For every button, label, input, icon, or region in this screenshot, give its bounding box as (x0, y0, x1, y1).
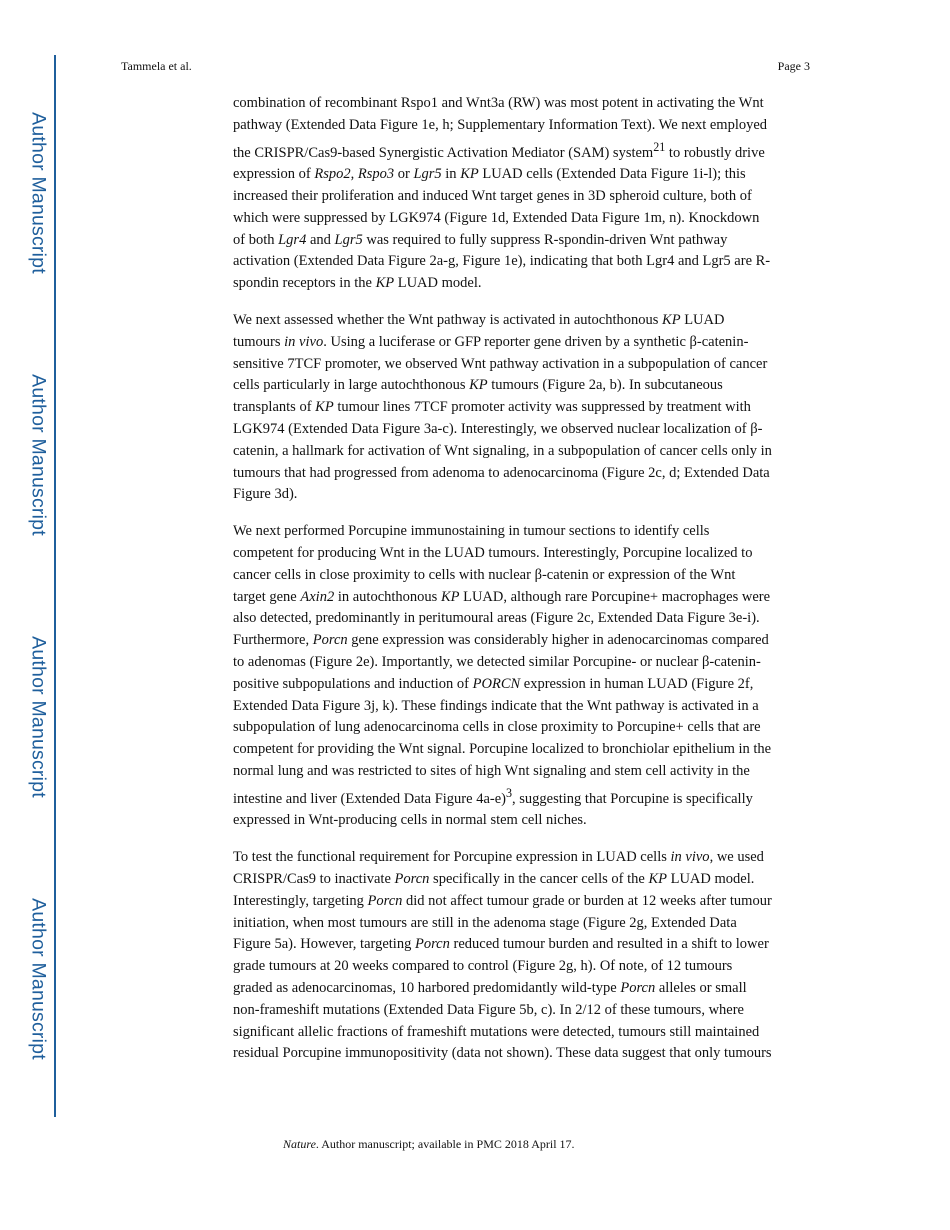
paragraph (233, 521, 813, 832)
margin-rule (54, 55, 56, 1117)
text-line: initiation, when most tumours are still in the adenoma stage (Figure 2g, Extended Data (233, 914, 737, 931)
text-line: Figure 3d). (233, 486, 298, 503)
footer-journal-name: Nature (283, 1137, 316, 1151)
text-line: To test the functional requirement for Porcupine expression in LUAD cells in vivo, we used (233, 849, 764, 866)
paragraph (233, 310, 813, 506)
footer-availability-note: . Author manuscript; available in PMC 2018 April 17. (315, 1137, 575, 1151)
running-head-page-number: Page 3 (777, 59, 810, 73)
text-line: expressed in Wnt-producing cells in normal stem cell niches. (233, 812, 587, 829)
text-line: positive subpopulations and induction of PORCN expression in human LUAD (Figure 2f, (233, 675, 754, 692)
text-line: competent for providing the Wnt signal. Porcupine localized to bronchiolar epithelium in the (233, 741, 772, 758)
text-line: non-frameshift mutations (Extended Data Figure 5b, c). In 2/12 of these tumours, where (233, 1001, 744, 1018)
text-line: LGK974 (Extended Data Figure 3a-c). Interestingly, we observed nuclear localization of β- (233, 420, 763, 437)
paragraph (233, 93, 813, 295)
text-line: combination of recombinant Rspo1 and Wnt3a (RW) was most potent in activating the Wnt (233, 95, 764, 111)
text-line: the CRISPR/Cas9-based Synergistic Activation Mediator (SAM) system$^{21}$ to robustly drive (233, 139, 765, 161)
text-line: spondin receptors in the KP LUAD model. (233, 275, 482, 292)
text-line: grade tumours at 20 weeks compared to control (Figure 2g, h). Of note, of 12 tumours (233, 958, 733, 975)
text-line: normal lung and was restricted to sites of high Wnt signaling and stem cell activity in the (233, 762, 750, 779)
text-line: Interestingly, targeting Porcn did not affect tumour grade or burden at 12 weeks after tumour (233, 892, 772, 909)
text-line: cells particularly in large autochthonous KP tumours (Figure 2a, b). In subcutaneous (233, 377, 723, 394)
text-line: We next performed Porcupine immunostaining in tumour sections to identify cells (233, 523, 710, 540)
text-line: graded as adenocarcinomas, 10 harbored predomidantly wild-type Porcn alleles or small (233, 979, 747, 996)
text-line: CRISPR/Cas9 to inactivate Porcn specifically in the cancer cells of the KP LUAD model. (233, 870, 755, 887)
text-line: tumours that had progressed from adenoma to adenocarcinoma (Figure 2c, d; Extended Data (233, 464, 770, 481)
text-line: tumours in vivo. Using a luciferase or GFP reporter gene driven by a synthetic β-catenin- (233, 333, 749, 350)
text-line: expression of Rspo2, Rspo3 or Lgr5 in KP LUAD cells (Extended Data Figure 1i-l); this (233, 166, 746, 183)
text-line: residual Porcupine immunopositivity (data not shown). These data suggest that only tumours (233, 1045, 772, 1062)
paragraph (233, 847, 813, 1065)
text-line: competent for producing Wnt in the LUAD tumours. Interestingly, Porcupine localized to (233, 544, 753, 561)
text-line: Furthermore, Porcn gene expression was considerably higher in adenocarcinomas compared (233, 632, 769, 649)
text-line: which were suppressed by LGK974 (Figure 1d, Extended Data Figure 1m, n). Knockdown (233, 209, 760, 226)
text-line: also detected, predominantly in peritumoural areas (Figure 2c, Extended Data Figure 3e-i). (233, 610, 760, 627)
article-body (233, 93, 813, 1080)
text-line: Figure 5a). However, targeting Porcn reduced tumour burden and resulted in a shift to lower (233, 936, 769, 953)
text-line: subpopulation of lung adenocarcinoma cells in close proximity to Porcupine+ cells that are (233, 719, 761, 736)
text-line: target gene Axin2 in autochthonous KP LUAD, although rare Porcupine+ macrophages were (233, 588, 771, 605)
footer-citation (283, 1137, 575, 1151)
text-line: activation (Extended Data Figure 2a-g, Figure 1e), indicating that both Lgr4 and Lgr5 are R- (233, 253, 771, 270)
text-line: cancer cells in close proximity to cells with nuclear β-catenin or expression of the Wnt (233, 566, 736, 583)
text-line: intestine and liver (Extended Data Figure 4a-e)$^3$, suggesting that Porcupine is specifically (233, 785, 753, 807)
text-line: catenin, a hallmark for activation of Wnt signaling, in a subpopulation of cancer cells only in (233, 442, 772, 459)
text-line: transplants of KP tumour lines 7TCF promoter activity was suppressed by treatment with (233, 399, 751, 416)
text-line: We next assessed whether the Wnt pathway is activated in autochthonous KP LUAD (233, 312, 725, 328)
running-head-authors: Tammela et al. (121, 59, 192, 73)
text-line: sensitive 7TCF promoter, we observed Wnt pathway activation in a subpopulation of cancer (233, 355, 768, 372)
text-line: pathway (Extended Data Figure 1e, h; Supplementary Information Text). We next employed (233, 116, 768, 133)
text-line: increased their proliferation and induced Wnt target genes in 3D spheroid culture, both of (233, 188, 752, 205)
text-line: of both Lgr4 and Lgr5 was required to fully suppress R-spondin-driven Wnt pathway (233, 231, 728, 248)
text-line: Extended Data Figure 3j, k). These findings indicate that the Wnt pathway is activated in a (233, 697, 759, 714)
text-line: to adenomas (Figure 2e). Importantly, we detected similar Porcupine- or nuclear β-catenin- (233, 653, 761, 670)
text-line: significant allelic fractions of frameshift mutations were detected, tumours still maintained (233, 1023, 760, 1040)
